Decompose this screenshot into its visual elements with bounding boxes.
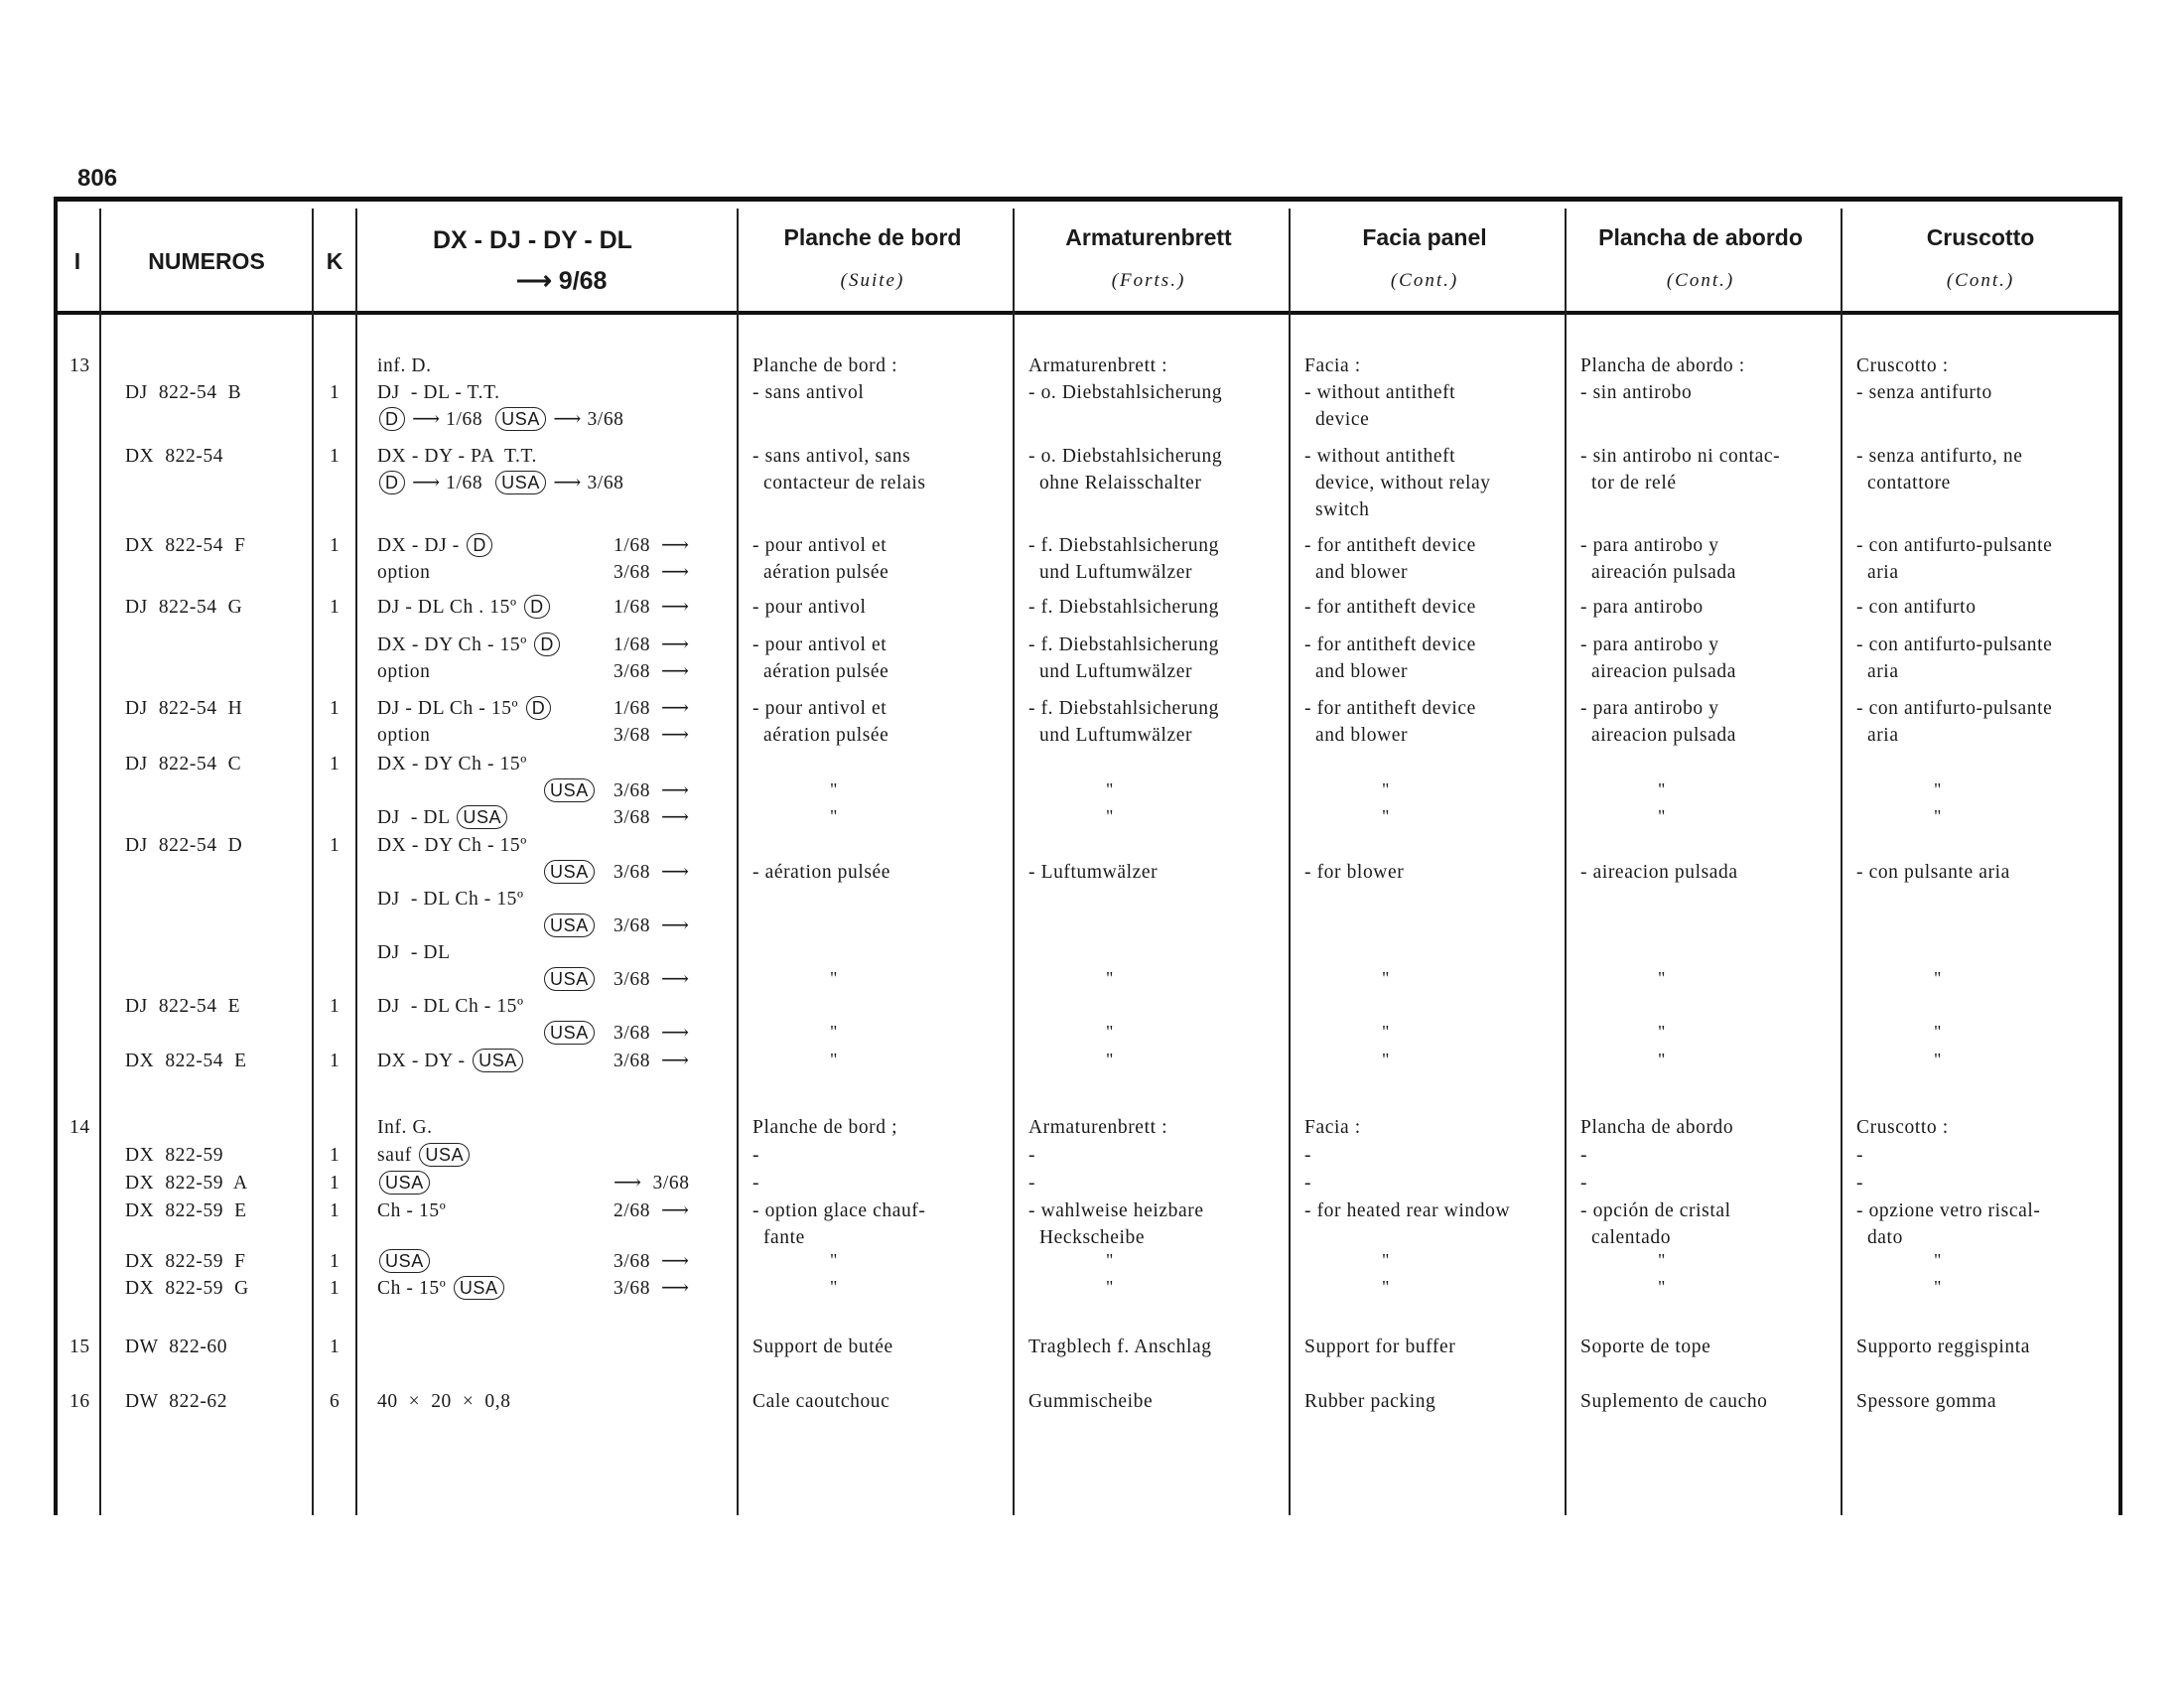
ditto-mark: " <box>1382 1022 1390 1042</box>
date-text: 3/68 ⟶ <box>614 862 690 883</box>
ditto-mark: " <box>1658 806 1666 826</box>
spec-option: option <box>377 661 431 682</box>
page-number: 806 <box>77 165 118 192</box>
desc-es: - para antirobo y aireacion pulsada <box>1580 698 1737 746</box>
part-number: DJ 822-54 D <box>125 835 243 856</box>
model-spec <box>377 751 532 777</box>
header-k: K <box>326 248 343 274</box>
spec-text: DJ - DL - T.T. <box>377 382 506 403</box>
header-fr-sub: (Suite) <box>840 270 905 291</box>
market-badge-right <box>542 859 597 886</box>
market-badge: USA <box>544 914 595 937</box>
spec-text: sauf <box>377 1145 418 1166</box>
date-text: 3/68 ⟶ <box>614 915 690 936</box>
desc-it: Supporto reggispinta <box>1856 1336 2031 1357</box>
header-numeros: NUMEROS <box>148 248 265 274</box>
part-number: DX 822-54 E <box>125 1051 247 1071</box>
ditto-mark: " <box>1934 1022 1942 1042</box>
date-text: 3/68 ⟶ <box>614 725 690 746</box>
spec-text: DX - DJ - <box>377 535 466 556</box>
part-number: DW 822-62 <box>125 1391 228 1412</box>
market-badge-right <box>542 1020 597 1047</box>
ditto-mark: " <box>1106 806 1114 826</box>
desc-en: - without antitheft device <box>1304 382 1456 430</box>
part-number: DX 822-59 G <box>125 1278 249 1299</box>
desc-it: - <box>1856 1173 1864 1194</box>
desc-de: Armaturenbrett : <box>1028 1117 1168 1138</box>
desc-es: - <box>1580 1173 1588 1194</box>
desc-es: - para antirobo <box>1580 597 1704 618</box>
desc-es: - aireacion pulsada <box>1580 862 1738 883</box>
desc-es: - opción de cristal calentado <box>1580 1200 1731 1248</box>
market-badge: USA <box>495 471 546 494</box>
ditto-mark: " <box>1106 779 1114 799</box>
desc-de: - f. Diebstahlsicherung <box>1028 597 1219 618</box>
desc-de: - f. Diebstahlsicherung und Luftumwälzer <box>1028 698 1219 746</box>
desc-es: - sin antirobo ni contac- tor de relé <box>1580 446 1781 493</box>
part-number: DJ 822-54 G <box>125 597 243 618</box>
desc-es: - para antirobo y aireacion pulsada <box>1580 634 1737 682</box>
quantity: 1 <box>330 597 341 618</box>
model-spec <box>377 406 624 433</box>
desc-es: Suplemento de caucho <box>1580 1391 1768 1412</box>
part-number: DJ 822-54 E <box>125 996 241 1017</box>
model-spec <box>377 1248 432 1275</box>
desc-es: - <box>1580 1145 1588 1166</box>
quantity: 1 <box>330 1200 341 1221</box>
spec-text: DJ - DL <box>377 942 456 963</box>
market-badge: USA <box>544 860 595 884</box>
spec-text: DX - DY - PA T.T. <box>377 446 543 467</box>
spec-text: Ch - 15º <box>377 1278 452 1299</box>
ditto-mark: " <box>1382 1250 1390 1270</box>
desc-fr: - <box>752 1173 760 1194</box>
part-number: DX 822-59 A <box>125 1173 248 1194</box>
model-spec <box>377 470 624 496</box>
desc-en: Facia : <box>1304 355 1361 376</box>
date-text: ⟶ 1/68 <box>406 409 494 430</box>
desc-en: - without antitheft device, without relay switch <box>1304 446 1491 520</box>
market-badge: USA <box>473 1049 523 1072</box>
desc-de: - f. Diebstahlsicherung und Luftumwälzer <box>1028 535 1219 583</box>
market-badge-right <box>542 966 597 993</box>
market-badge: D <box>526 696 552 720</box>
market-badge: USA <box>379 1249 430 1273</box>
date-text: ⟶ 1/68 <box>406 473 494 493</box>
ditto-mark: " <box>1382 968 1390 988</box>
model-spec <box>377 594 552 621</box>
model-spec <box>377 1197 452 1224</box>
date-text: 1/68 ⟶ <box>614 597 690 618</box>
ditto-mark: " <box>1658 779 1666 799</box>
desc-it: - con pulsante aria <box>1856 862 2010 883</box>
market-badge: USA <box>544 967 595 991</box>
spec-option: option <box>377 562 431 583</box>
header-en-sub: (Cont.) <box>1390 270 1459 291</box>
desc-en: - <box>1304 1173 1312 1194</box>
spec-text: inf. D. <box>377 355 438 376</box>
ditto-mark: " <box>1382 1050 1390 1069</box>
desc-es: - para antirobo y aireación pulsada <box>1580 535 1737 583</box>
item-index: 14 <box>69 1117 90 1138</box>
market-badge: D <box>524 595 550 619</box>
item-index: 15 <box>69 1336 90 1357</box>
quantity: 1 <box>330 1145 341 1166</box>
spec-text: DX - DY Ch - 15º <box>377 634 533 655</box>
desc-fr: - pour antivol et aération pulsée <box>752 535 889 583</box>
model-spec <box>377 695 553 722</box>
model-spec <box>377 443 543 470</box>
desc-en: - for antitheft device and blower <box>1304 698 1476 746</box>
header-es-sub: (Cont.) <box>1666 270 1735 291</box>
spec-text: DJ - DL Ch . 15º <box>377 597 523 618</box>
desc-it: - opzione vetro riscal- dato <box>1856 1200 2041 1248</box>
desc-it: Cruscotto : <box>1856 355 1949 376</box>
ditto-mark: " <box>1658 968 1666 988</box>
spec-option: option <box>377 725 431 746</box>
model-spec <box>377 352 437 379</box>
desc-de: Armaturenbrett : <box>1028 355 1168 376</box>
model-spec <box>377 1170 432 1196</box>
spec-text: DJ - DL Ch - 15º <box>377 698 524 719</box>
spec-text: 40 × 20 × 0,8 <box>377 1391 517 1412</box>
model-spec <box>377 993 529 1020</box>
date-text: 3/68 ⟶ <box>614 780 690 801</box>
ditto-mark: " <box>1934 806 1942 826</box>
quantity: 6 <box>330 1391 341 1412</box>
header-models: DX - DJ - DY - DL <box>433 226 632 254</box>
part-number: DJ 822-54 B <box>125 382 242 403</box>
quantity: 1 <box>330 446 341 467</box>
date-text: 3/68 ⟶ <box>614 969 690 990</box>
market-badge: USA <box>544 1021 595 1045</box>
desc-en: - for antitheft device <box>1304 597 1476 618</box>
date-text: ⟶ 3/68 <box>547 409 624 430</box>
desc-fr: - <box>752 1145 760 1166</box>
ditto-mark: " <box>1934 1050 1942 1069</box>
desc-de: - f. Diebstahlsicherung und Luftumwälzer <box>1028 634 1219 682</box>
ditto-mark: " <box>1382 1277 1390 1297</box>
desc-it: Cruscotto : <box>1856 1117 1949 1138</box>
header-fr: Planche de bord <box>783 224 962 250</box>
quantity: 1 <box>330 1278 341 1299</box>
date-text: 2/68 ⟶ <box>614 1200 690 1221</box>
date-text: 3/68 ⟶ <box>614 807 690 828</box>
model-spec <box>377 379 505 406</box>
market-badge: USA <box>454 1276 504 1300</box>
item-index: 16 <box>69 1391 90 1412</box>
desc-en: - for antitheft device and blower <box>1304 535 1476 583</box>
ditto-mark: " <box>830 779 838 799</box>
desc-de: - wahlweise heizbare Heckscheibe <box>1028 1200 1204 1248</box>
spec-text: Ch - 15º <box>377 1200 452 1221</box>
market-badge: D <box>379 407 405 431</box>
desc-it: - con antifurto-pulsante aria <box>1856 634 2053 682</box>
quantity: 1 <box>330 754 341 774</box>
desc-fr: Planche de bord : <box>752 355 898 376</box>
ditto-mark: " <box>1658 1277 1666 1297</box>
part-number: DJ 822-54 C <box>125 754 242 774</box>
item-index: 13 <box>69 355 90 376</box>
desc-de: - o. Diebstahlsicherung <box>1028 382 1223 403</box>
ditto-mark: " <box>830 1250 838 1270</box>
desc-de: - o. Diebstahlsicherung ohne Relaisschalter <box>1028 446 1223 493</box>
header-es: Plancha de abordo <box>1598 224 1803 250</box>
desc-de: Gummischeibe <box>1028 1391 1154 1412</box>
ditto-mark: " <box>1106 1050 1114 1069</box>
desc-es: Plancha de abordo <box>1580 1117 1734 1138</box>
ditto-mark: " <box>830 1050 838 1069</box>
quantity: 1 <box>330 996 341 1017</box>
ditto-mark: " <box>1658 1050 1666 1069</box>
desc-en: - for antitheft device and blower <box>1304 634 1476 682</box>
date-text: ⟶ 3/68 <box>614 1173 690 1194</box>
ditto-mark: " <box>830 1022 838 1042</box>
header-en: Facia panel <box>1362 224 1487 250</box>
quantity: 1 <box>330 1336 341 1357</box>
part-number: DX 822-59 F <box>125 1251 246 1272</box>
market-badge: USA <box>457 805 507 829</box>
desc-it: - con antifurto-pulsante aria <box>1856 698 2053 746</box>
market-badge: USA <box>379 1171 430 1195</box>
desc-es: Soporte de tope <box>1580 1336 1711 1357</box>
spec-text: DJ - DL Ch - 15º <box>377 996 530 1017</box>
ditto-mark: " <box>1934 779 1942 799</box>
spec-text: DJ - DL <box>377 807 456 828</box>
header-it: Cruscotto <box>1926 224 2035 250</box>
desc-it: - senza antifurto, ne contattore <box>1856 446 2023 493</box>
desc-de: Tragblech f. Anschlag <box>1028 1336 1212 1357</box>
model-spec <box>377 832 532 859</box>
quantity: 1 <box>330 535 341 556</box>
model-spec <box>377 939 455 966</box>
ditto-mark: " <box>1658 1022 1666 1042</box>
desc-en: Facia : <box>1304 1117 1361 1138</box>
desc-it: - con antifurto-pulsante aria <box>1856 535 2053 583</box>
desc-en: Support for buffer <box>1304 1336 1456 1357</box>
desc-en: Rubber packing <box>1304 1391 1436 1412</box>
desc-fr: - pour antivol et aération pulsée <box>752 698 889 746</box>
desc-fr: - aération pulsée <box>752 862 891 883</box>
ditto-mark: " <box>830 1277 838 1297</box>
market-badge: USA <box>419 1143 470 1167</box>
part-number: DJ 822-54 H <box>125 698 243 719</box>
date-text: 3/68 ⟶ <box>614 1251 690 1272</box>
date-text: 1/68 ⟶ <box>614 698 690 719</box>
date-text: 3/68 ⟶ <box>614 562 690 583</box>
desc-fr: - pour antivol <box>752 597 867 618</box>
ditto-mark: " <box>1658 1250 1666 1270</box>
market-badge: D <box>467 533 492 557</box>
quantity: 1 <box>330 1251 341 1272</box>
quantity: 1 <box>330 1051 341 1071</box>
desc-it: - <box>1856 1145 1864 1166</box>
desc-es: Plancha de abordo : <box>1580 355 1745 376</box>
desc-fr: - option glace chauf- fante <box>752 1200 926 1248</box>
market-badge: D <box>379 471 405 494</box>
header-de-sub: (Forts.) <box>1111 270 1186 291</box>
quantity: 1 <box>330 835 341 856</box>
model-spec <box>377 804 509 831</box>
date-text: 1/68 ⟶ <box>614 634 690 655</box>
desc-en: - for blower <box>1304 862 1405 883</box>
date-text: 3/68 ⟶ <box>614 1278 690 1299</box>
ditto-mark: " <box>1934 1277 1942 1297</box>
desc-en: - for heated rear window <box>1304 1200 1511 1221</box>
desc-de: - Luftumwälzer <box>1028 862 1159 883</box>
desc-fr: - sans antivol <box>752 382 865 403</box>
model-spec <box>377 1142 472 1169</box>
desc-fr: Planche de bord ; <box>752 1117 898 1138</box>
desc-it: - con antifurto <box>1856 597 1977 618</box>
model-spec <box>377 886 529 913</box>
ditto-mark: " <box>830 806 838 826</box>
ditto-mark: " <box>1382 806 1390 826</box>
spec-text: DX - DY Ch - 15º <box>377 835 533 856</box>
market-badge-right <box>542 777 597 804</box>
desc-it: Spessore gomma <box>1856 1391 1997 1412</box>
date-text: 3/68 ⟶ <box>614 1023 690 1044</box>
date-text: ⟶ 3/68 <box>547 473 624 493</box>
market-badge: D <box>534 633 560 656</box>
desc-en: - <box>1304 1145 1312 1166</box>
part-number: DW 822-60 <box>125 1336 228 1357</box>
market-badge: USA <box>495 407 546 431</box>
ditto-mark: " <box>1106 1250 1114 1270</box>
ditto-mark: " <box>1934 1250 1942 1270</box>
market-badge-right <box>542 913 597 939</box>
desc-fr: - sans antivol, sans contacteur de relais <box>752 446 926 493</box>
spec-text: DJ - DL Ch - 15º <box>377 889 530 910</box>
part-number: DX 822-59 <box>125 1145 224 1166</box>
desc-de: - <box>1028 1173 1036 1194</box>
part-number: DX 822-59 E <box>125 1200 247 1221</box>
date-text: 3/68 ⟶ <box>614 661 690 682</box>
desc-fr: - pour antivol et aération pulsée <box>752 634 889 682</box>
spec-text: DX - DY Ch - 15º <box>377 754 533 774</box>
desc-fr: Cale caoutchouc <box>752 1391 890 1412</box>
date-text: 1/68 ⟶ <box>614 535 690 556</box>
quantity: 1 <box>330 382 341 403</box>
date-text: 3/68 ⟶ <box>614 1051 690 1071</box>
quantity: 1 <box>330 698 341 719</box>
model-spec <box>377 1048 525 1074</box>
model-spec <box>377 1275 506 1302</box>
desc-de: - <box>1028 1145 1036 1166</box>
model-spec <box>377 1388 516 1415</box>
header-it-sub: (Cont.) <box>1946 270 2015 291</box>
ditto-mark: " <box>830 968 838 988</box>
model-spec <box>377 1114 438 1141</box>
part-number: DX 822-54 <box>125 446 224 467</box>
desc-es: - sin antirobo <box>1580 382 1693 403</box>
desc-fr: Support de butée <box>752 1336 893 1357</box>
market-badge: USA <box>544 778 595 802</box>
header-de: Armaturenbrett <box>1065 224 1232 250</box>
quantity: 1 <box>330 1173 341 1194</box>
ditto-mark: " <box>1106 968 1114 988</box>
ditto-mark: " <box>1106 1277 1114 1297</box>
model-spec <box>377 632 562 658</box>
part-number: DX 822-54 F <box>125 535 246 556</box>
ditto-mark: " <box>1934 968 1942 988</box>
header-models-date: ⟶ 9/68 <box>516 267 608 295</box>
spec-text: Inf. G. <box>377 1117 439 1138</box>
header-i: I <box>73 248 81 274</box>
desc-it: - senza antifurto <box>1856 382 1992 403</box>
ditto-mark: " <box>1382 779 1390 799</box>
ditto-mark: " <box>1106 1022 1114 1042</box>
model-spec <box>377 532 494 559</box>
spec-text: DX - DY - <box>377 1051 472 1071</box>
